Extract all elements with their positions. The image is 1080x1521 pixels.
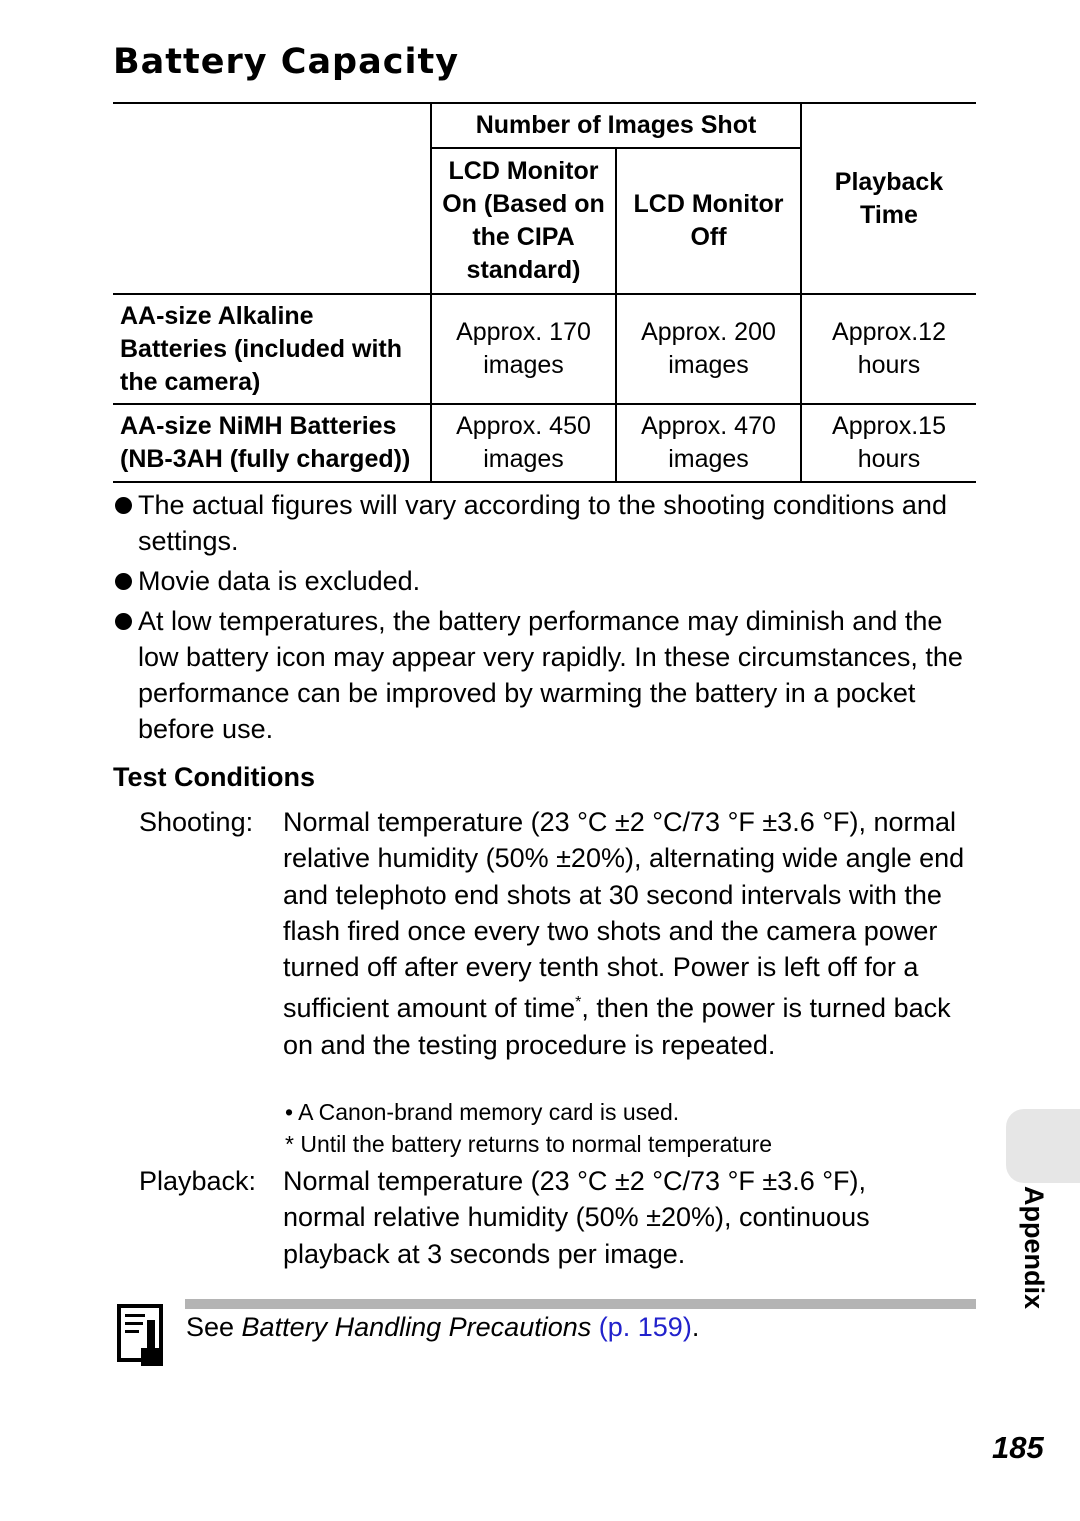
list-item: The actual figures will vary according to the shooting conditions and settings. [113, 487, 983, 559]
shooting-text: Normal temperature (23 °C ±2 °C/73 °F ±3.6 °F), normal relative humidity (50% ±20%), alternating wide angle end and telephoto end shots at 30 second intervals with the flash fired once every two shots and the camera power turned off after every tenth shot. Power is left off for a sufficient amount of time*, then the power is turned back on and the testing procedure is repeated. [283, 807, 965, 1060]
bullet-icon [115, 613, 132, 630]
playback-label: Playback: [139, 1166, 257, 1196]
list-item: Movie data is excluded. [113, 563, 983, 599]
bullet-icon [115, 497, 132, 514]
appendix-tab[interactable] [1006, 1109, 1080, 1183]
table-row [113, 294, 976, 404]
cell-alkaline-lcd-on: Approx. 170 images [431, 294, 616, 404]
battery-capacity-table [113, 102, 976, 483]
appendix-label: Appendix [1019, 1186, 1049, 1310]
bullet-icon [115, 573, 132, 590]
header-playback-time: Playback Time [801, 103, 976, 294]
list-item: At low temperatures, the battery performance may diminish and the low battery icon may appear very rapidly. In these circumstances, the performance can be improved by warming the battery in a pocket before use. [113, 603, 983, 747]
header-lcd-monitor-on: LCD Monitor On (Based on the CIPA standard) [431, 148, 616, 294]
note-icon [117, 1304, 167, 1368]
page-title: Battery Capacity [113, 42, 460, 82]
shooting-label: Shooting: [139, 807, 254, 837]
cell-nimh-playback: Approx.15 hours [801, 404, 976, 482]
reference-text: See Battery Handling Precautions (p. 159). [186, 1312, 700, 1342]
table-corner-cell [113, 103, 431, 294]
cell-alkaline-playback: Approx.12 hours [801, 294, 976, 404]
header-number-of-images-shot: Number of Images Shot [431, 103, 801, 148]
table-row [113, 404, 976, 482]
cell-nimh-lcd-off: Approx. 470 images [616, 404, 801, 482]
reference-divider [185, 1299, 976, 1309]
page-number: 185 [992, 1430, 1044, 1465]
test-conditions-heading: Test Conditions [113, 762, 315, 792]
test-notes [285, 1096, 772, 1160]
note-temperature: * Until the battery returns to normal temperature [285, 1131, 773, 1157]
row-label-nimh: AA-size NiMH Batteries (NB-3AH (fully charged)) [113, 404, 431, 482]
playback-text: Normal temperature (23 °C ±2 °C/73 °F ±3.6 °F), normal relative humidity (50% ±20%), continuous playback at 3 seconds per image. [283, 1166, 870, 1269]
note-memory-card: • A Canon-brand memory card is used. [285, 1099, 680, 1125]
header-lcd-monitor-off: LCD Monitor Off [616, 148, 801, 294]
reference-title: Battery Handling Precautions [241, 1312, 592, 1342]
cell-alkaline-lcd-off: Approx. 200 images [616, 294, 801, 404]
page-reference-link[interactable]: (p. 159) [598, 1312, 692, 1342]
row-label-alkaline: AA-size Alkaline Batteries (included with the camera) [113, 294, 431, 404]
notes-list [113, 487, 983, 751]
cell-nimh-lcd-on: Approx. 450 images [431, 404, 616, 482]
